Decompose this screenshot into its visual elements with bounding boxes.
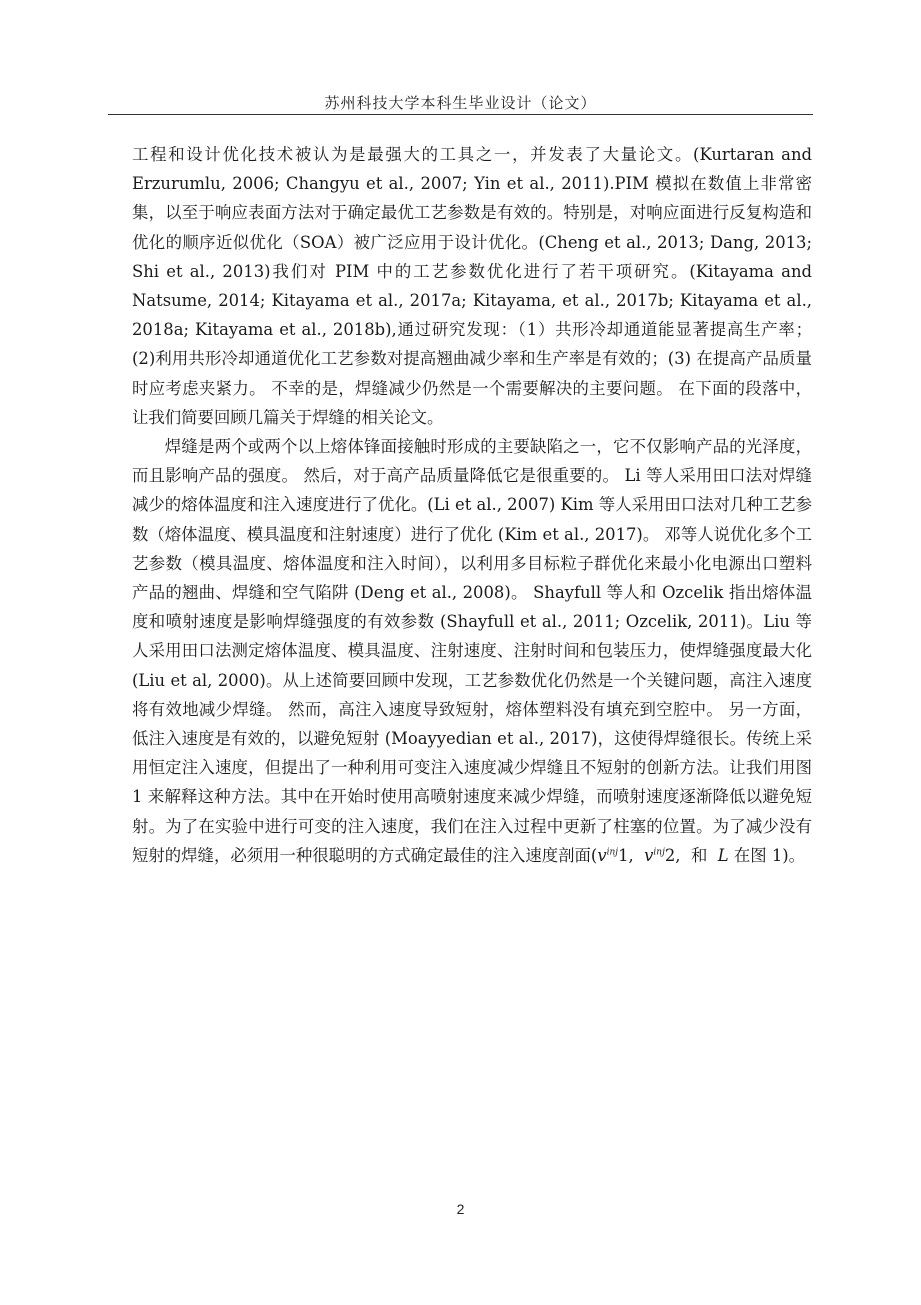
velocity-index-1: 1,: [618, 845, 634, 865]
paragraph-2: [132, 432, 812, 870]
formula-conjunction: 和: [690, 845, 708, 865]
page-header-title: 苏州科技大学本科生毕业设计（论文）: [324, 94, 597, 112]
velocity-superscript-1: inj: [606, 847, 619, 858]
velocity-superscript-2: inj: [653, 847, 665, 858]
body-text: [132, 140, 812, 870]
length-symbol: L: [717, 845, 729, 865]
paragraph-1: 工程和设计优化技术被认为是最强大的工具之一，并发表了大量论文。(Kurtaran and Erzurumlu, 2006; Changyu et al., 2007; Yin et al., 2011).PIM 模拟在数值上非常密集，以至于响应表面方法对于确定最优工艺参数是有效的。特别是，对响应面进行反复构造和优化的顺序近似优化（SOA）被广泛应用于设计优化。(Cheng et al., 2013; Dang, 2013; Shi et al., 2013)我们对 PIM 中的工艺参数优化进行了若干项研究。(Kitayama and Natsume, 2014; Kitayama et al., 2017a; Kitayama, et al., 2017b; Kitayama et al., 2018a; Kitayama et al., 2018b),通过研究发现：（1）共形冷却通道能显著提高生产率；(2)利用共形冷却通道优化工艺参数对提高翘曲减少率和生产率是有效的；(3) 在提高产品质量时应考虑夹紧力。 不幸的是，焊缝减少仍然是一个需要解决的主要问题。 在下面的段落中，让我们简要回顾几篇关于焊缝的相关论文。: [132, 145, 812, 427]
velocity-index-2: 2,: [664, 845, 681, 865]
velocity-symbol-2: v: [644, 845, 654, 865]
paragraph-2-text: 焊缝是两个或两个以上熔体锋面接触时形成的主要缺陷之一，它不仅影响产品的光泽度，而且影响产品的强度。 然后，对于高产品质量降低它是很重要的。 Li 等人采用田口法对焊缝减少的熔体温度和注入速度进行了优化。(Li et al., 2007) Kim 等人采用田口法对几种工艺参数（熔体温度、模具温度和注射速度）进行了优化 (Kim et al., 2017)。 邓等人说优化多个工艺参数（模具温度、熔体温度和注入时间），以利用多目标粒子群优化来最小化电源出口塑料产品的翘曲、焊缝和空气陷阱 (Deng et al., 2008)。 Shayfull 等人和 Ozcelik 指出熔体温度和喷射速度是影响焊缝强度的有效参数 (Shayfull et al., 2011; Ozcelik, 2011)。Liu 等人采用田口法测定熔体温度、模具温度、注射速度、注射时间和包装压力，使焊缝强度最大化(Liu et al, 2000)。从上述简要回顾中发现，工艺参数优化仍然是一个关键问题，高注入速度将有效地减少焊缝。 然而，高注入速度导致短射，熔体塑料没有填充到空腔中。 另一方面，低注入速度是有效的，以避免短射 (Moayyedian et al., 2017)，这使得焊缝很长。传统上采用恒定注入速度，但提出了一种利用可变注入速度减少焊缝且不短射的创新方法。让我们用图 1 来解释这种方法。其中在开始时使用高喷射速度来减少焊缝，而喷射速度逐渐降低以避免短射。为了在实验中进行可变的注入速度，我们在注入过程中更新了柱塞的位置。为了减少没有短射的焊缝，必须用一种很聪明的方式确定最佳的注入速度剖面(: [132, 437, 812, 865]
header-divider: [108, 114, 813, 115]
page-number: 2: [456, 1201, 465, 1217]
formula-closing: 在图 1)。: [733, 845, 806, 865]
velocity-symbol-1: v: [597, 845, 607, 865]
